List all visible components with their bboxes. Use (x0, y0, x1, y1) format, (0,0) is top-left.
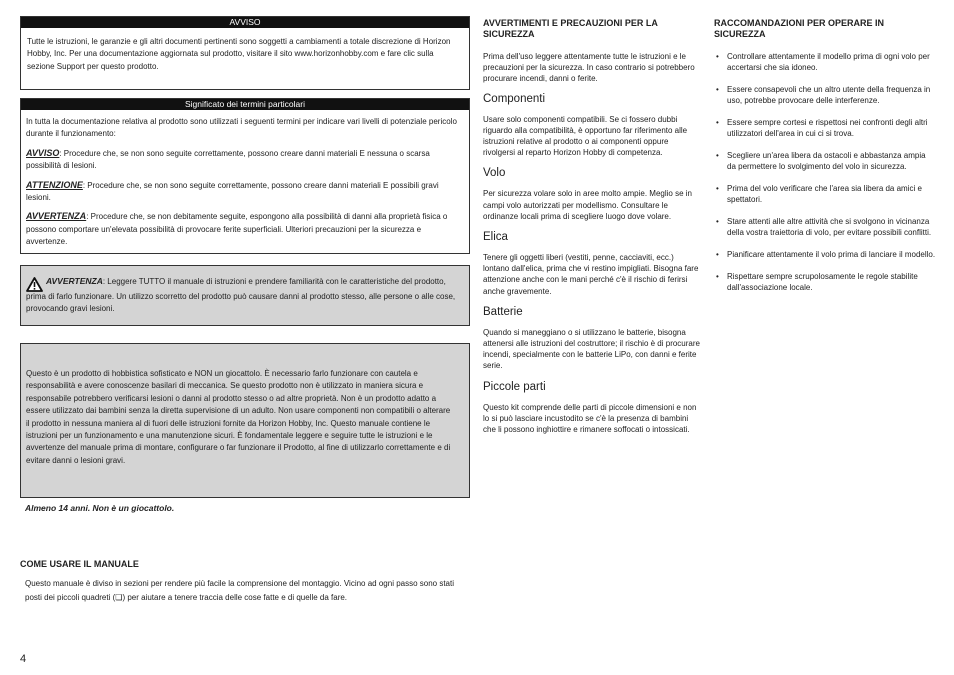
term-avvertenza-label: AVVERTENZA (26, 211, 87, 222)
age-note: Almeno 14 anni. Non è un giocattolo. (25, 503, 175, 513)
term-attenzione (26, 179, 463, 205)
list-item: • Essere consapevoli che un altro utente della frequenza in uso, potrebbe provocare delle interferenze. (714, 84, 936, 106)
section-heading-batterie: Batterie (483, 305, 523, 318)
warning-body: : Leggere TUTTO il manuale di istruzioni e prendere familiarità con le caratteristiche del prodotto, prima di farlo funzionare. Un utilizzo scorretto del prodotto può causare danni al prodotto stesso, alle persone o alle cose, provocando gravi lesioni. (26, 277, 456, 314)
manual-title: COME USARE IL MANUALE (20, 559, 139, 569)
section-text-componenti: Usare solo componenti compatibili. Se ci fossero dubbi riguardo alla compatibilità, è opportuno far riferimento alle istruzioni relative al prodotto o ai componenti oppure rivolgersi al reparto Horizon Hobby di competenza. (483, 114, 688, 158)
warning-box (20, 265, 470, 326)
manual-text-before: Questo manuale è diviso in sezioni per rendere più facile la comprensione del montaggio. Vicino ad ogni passo sono stati posti dei piccoli quadreti ( (25, 579, 454, 603)
notice-box (20, 16, 470, 90)
safety-title: AVVERTIMENTI E PRECAUZIONI PER LA SICUREZZA (483, 18, 658, 39)
warning-text (26, 275, 463, 316)
terms-box (20, 98, 470, 254)
middle-column (483, 18, 702, 435)
warning-triangle-icon (26, 277, 43, 291)
term-avviso-text: : Procedure che, se non sono seguite correttamente, possono creare danni materiali E nessuna o scarsa possibilità di lesioni. (26, 148, 430, 171)
term-avviso-label: AVVISO (26, 147, 60, 158)
section-text-piccole-parti: Questo kit comprende delle parti di piccole dimensioni e non lo si può lasciare incustodito se c'è la presenza di bambini che li possono inghiottire e rimanere soffocati o intossicati. (483, 402, 697, 435)
term-avviso (26, 147, 463, 173)
safety-intro: Prima dell'uso leggere attentamente tutte le istruzioni e le precauzioni per la sicurezza. In caso contrario si potrebbero procurare incendi, danni o ferite. (483, 52, 695, 84)
list-item: • Controllare attentamente il modello prima di ogni volo per accertarsi che sia idoneo. (714, 51, 936, 73)
terms-header: Significato dei termini particolari (21, 99, 469, 110)
page-number: 4 (20, 653, 27, 665)
term-attenzione-text: : Procedure che, se non sono seguite correttamente, possono creare danni materiali E possibili gravi lesioni. (26, 180, 439, 203)
section-text-elica: Tenere gli oggetti liberi (vestiti, penne, cacciaviti, ecc.) lontano dall'elica, prima che vi restino impigliati. Bisogna fare attenzione anche con le mani perché c'è il rischio di ferirsi anche gravemente. (483, 253, 699, 296)
terms-intro: In tutta la documentazione relativa al prodotto sono utilizzati i seguenti termini per indicare vari livelli di potenziale pericolo durante il funzionamento: (26, 117, 457, 139)
manual-text (25, 577, 470, 605)
term-attenzione-label: ATTENZIONE (26, 179, 83, 190)
hobby-text: Questo è un prodotto di hobbistica sofisticato e NON un giocattolo. È necessario farlo funzionare con cautela e responsabilità e avere conoscenze basilari di meccanica. Se questo prodotto non è utilizzato in maniera sicura e responsabile potrebbero verificarsi lesioni o danni al prodotto stesso o ad altre proprietà. Non è un prodotto adatto a essere utilizzato dai bambini senza la diretta supervisione di un adulto. Non usare componenti non compatibili o alterare il prodotto in nessuna maniera al di fuori delle istruzioni fornite da Horizon Hobby, Inc. Questo manuale contiene le istruzioni per un funzionamento e una manutenzione sicuri. È fondamentale leggere e seguire tutte le istruzioni e le avvertenze del manuale prima di montare, configurare o far funzionare il Prodotto, al fine di utilizzarlo correttamente e di evitare danni o lesioni gravi. (26, 369, 451, 465)
list-item: • Rispettare sempre scrupolosamente le regole stabilite dall'associazione locale. (714, 271, 936, 293)
manual-text-after: ) per aiutare a tenere traccia delle cose fatte e di quelle da fare. (122, 593, 348, 603)
recommendations-list (714, 51, 936, 293)
list-item: • Prima del volo verificare che l'area sia libera da amici e spettatori. (714, 183, 936, 205)
recommendations-title: RACCOMANDAZIONI PER OPERARE IN SICUREZZA (714, 18, 885, 39)
list-item: • Essere sempre cortesi e rispettosi nei confronti degli altri utilizzatori dell'area in cui ci si trova. (714, 117, 936, 139)
right-column (714, 18, 936, 304)
list-item: • Stare attenti alle altre attività che si svolgono in vicinanza della vostra traiettoria di volo, per evitare possibili conflitti. (714, 216, 936, 238)
list-item: • Scegliere un'area libera da ostacoli e abbastanza ampia da permettere lo svolgimento del volo in sicurezza. (714, 150, 936, 172)
notice-text: Tutte le istruzioni, le garanzie e gli altri documenti pertinenti sono soggetti a cambiamenti a totale discrezione di Horizon Hobby, Inc. Per una documentazione aggiornata sul prodotto, visitare il sito www.horizonhobby.com e fare clic sulla sezione Support per questo prodotto. (27, 37, 451, 71)
section-heading-piccole-parti: Piccole parti (483, 380, 546, 393)
section-heading-elica: Elica (483, 231, 508, 244)
section-text-batterie: Quando si maneggiano o si utilizzano le batterie, bisogna attenersi alle istruzioni del costruttore; il rischio è di procurare incendi, specialmente con le batterie LiPo, con danni e ferite serie. (483, 327, 700, 371)
section-heading-componenti: Componenti (483, 92, 546, 105)
hobby-box (20, 343, 470, 498)
section-text-volo: Per sicurezza volare solo in aree molto ampie. Meglio se in campi volo autorizzati per modellismo. Consultare le ordinanze locali prima di scegliere luogo dove volare. (483, 189, 692, 221)
checkbox-icon: ❏ (115, 593, 123, 603)
warning-term: AVVERTENZA (46, 276, 103, 286)
notice-header: AVVISO (21, 17, 469, 28)
term-avvertenza (26, 210, 463, 248)
list-item: • Pianificare attentamente il volo prima di lanciare il modello. (714, 249, 936, 260)
term-avvertenza-text: : Procedure che, se non debitamente seguite, espongono alla possibilità di danni alla proprietà fisica o possono comportare un'elevata possibilità di provocare ferite superficiali. Ulteriori precauzioni per la sicurezza e avvertenze. (26, 212, 448, 247)
section-heading-volo: Volo (483, 167, 506, 180)
